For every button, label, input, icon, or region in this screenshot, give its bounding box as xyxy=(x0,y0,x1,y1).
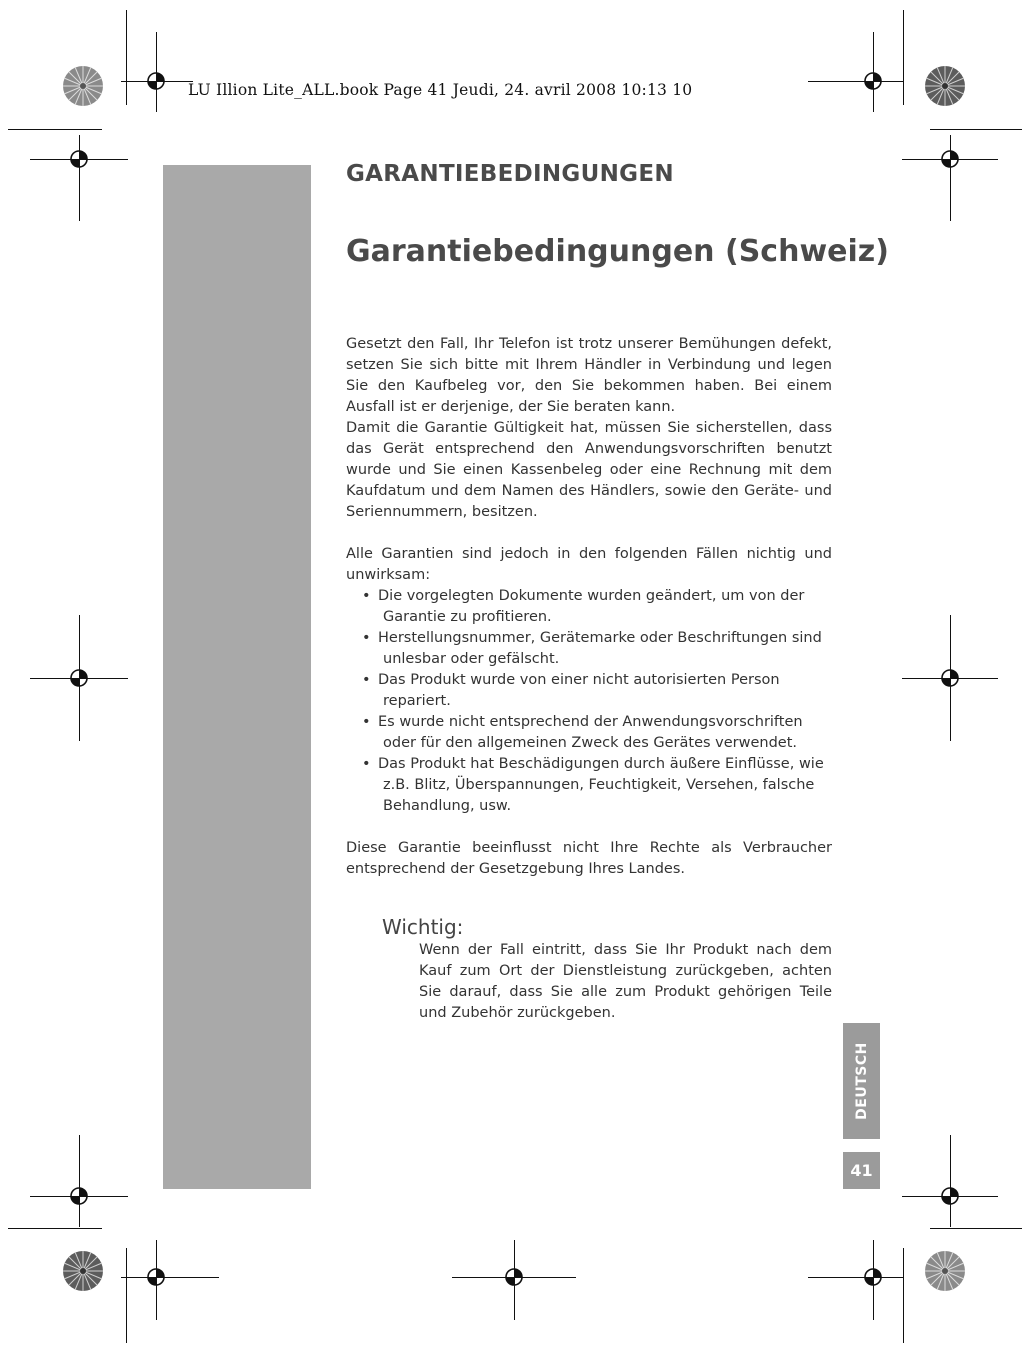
crosshair-icon xyxy=(862,1266,884,1288)
crop-line xyxy=(8,1228,102,1229)
page-number: 41 xyxy=(843,1152,880,1189)
bullet-icon: • xyxy=(362,588,371,604)
crop-line xyxy=(121,1277,219,1278)
list-item-text: Das Produkt wurde von einer nicht autorisierten Person repariert. xyxy=(378,672,780,709)
body-content xyxy=(346,334,832,880)
crosshair-icon xyxy=(145,70,167,92)
important-text: Wenn der Fall eintritt, dass Sie Ihr Produkt nach dem Kauf zum Ort der Dienstleistung zurückgeben, achten Sie darauf, dass Sie alle zum Produkt gehörigen Teile und Zubehör zurückgeben. xyxy=(419,942,832,1021)
crosshair-icon xyxy=(68,148,90,170)
crosshair-icon xyxy=(939,148,961,170)
crop-line xyxy=(903,10,904,105)
crosshair-icon xyxy=(68,667,90,689)
starburst-icon xyxy=(924,1250,966,1292)
crosshair-icon xyxy=(939,667,961,689)
list-item-text: Es wurde nicht entsprechend der Anwendungsvorschriften oder für den allgemeinen Zweck des Gerätes verwendet. xyxy=(378,714,803,751)
bullet-icon: • xyxy=(362,630,371,646)
list-item xyxy=(346,754,832,817)
crosshair-icon xyxy=(68,1185,90,1207)
crop-line xyxy=(126,1248,127,1343)
list-item-text: Die vorgelegten Dokumente wurden geändert, um von der Garantie zu profitieren. xyxy=(378,588,805,625)
list-item-text: Das Produkt hat Beschädigungen durch äußere Einflüsse, wie z.B. Blitz, Überspannungen, Feuchtigkeit, Versehen, falsche Behandlung, usw. xyxy=(378,756,824,814)
crop-line xyxy=(903,1248,904,1343)
paragraph: Gesetzt den Fall, Ihr Telefon ist trotz unserer Bemühungen defekt, setzen Sie sich bitte mit Ihrem Händler in Verbindung und legen Sie den Kaufbeleg vor, den Sie bekommen haben. Bei einem Ausfall ist er derjenige, der Sie beraten kann. xyxy=(346,336,832,415)
crop-line xyxy=(79,1135,80,1227)
crop-line xyxy=(126,10,127,105)
bullet-icon: • xyxy=(362,714,371,730)
crop-line xyxy=(950,1135,951,1227)
bullet-icon: • xyxy=(362,672,371,688)
crop-line xyxy=(930,1228,1022,1229)
file-info-header: LU Illion Lite_ALL.book Page 41 Jeudi, 24. avril 2008 10:13 10 xyxy=(188,81,693,99)
sidebar-band xyxy=(163,165,311,1189)
crop-line xyxy=(8,129,102,130)
language-tab-label: DEUTSCH xyxy=(853,1042,870,1120)
paragraph: Damit die Garantie Gültigkeit hat, müssen Sie sicherstellen, dass das Gerät entsprechend den Anwendungsvorschriften benutzt wurde und Sie einen Kassenbeleg oder eine Rechnung mit dem Kaufdatum und dem Namen des Händlers, sowie den Geräte- und Seriennummern, besitzen. xyxy=(346,420,832,520)
page-title: Garantiebedingungen (Schweiz) xyxy=(346,234,889,269)
crosshair-icon xyxy=(503,1266,525,1288)
bullet-icon: • xyxy=(362,756,371,772)
section-title: GARANTIEBEDINGUNGEN xyxy=(346,161,674,187)
paragraph: Diese Garantie beeinflusst nicht Ihre Rechte als Verbraucher entsprechend der Gesetzgebung Ihres Landes. xyxy=(346,840,832,877)
crop-line xyxy=(808,1277,903,1278)
list-item xyxy=(346,628,832,670)
important-label: Wichtig: xyxy=(382,915,464,939)
void-conditions-list xyxy=(346,586,832,817)
language-tab xyxy=(843,1023,880,1139)
crop-line xyxy=(808,81,903,82)
crop-line xyxy=(930,129,1022,130)
crosshair-icon xyxy=(862,70,884,92)
list-item xyxy=(346,670,832,712)
list-item xyxy=(346,586,832,628)
paragraph: Alle Garantien sind jedoch in den folgenden Fällen nichtig und unwirksam: xyxy=(346,546,832,583)
starburst-icon xyxy=(62,65,104,107)
list-item-text: Herstellungsnummer, Gerätemarke oder Beschriftungen sind unlesbar oder gefälscht. xyxy=(378,630,822,667)
list-item xyxy=(346,712,832,754)
important-note xyxy=(382,914,832,1024)
starburst-icon xyxy=(62,1250,104,1292)
crosshair-icon xyxy=(145,1266,167,1288)
crosshair-icon xyxy=(939,1185,961,1207)
starburst-icon xyxy=(924,65,966,107)
